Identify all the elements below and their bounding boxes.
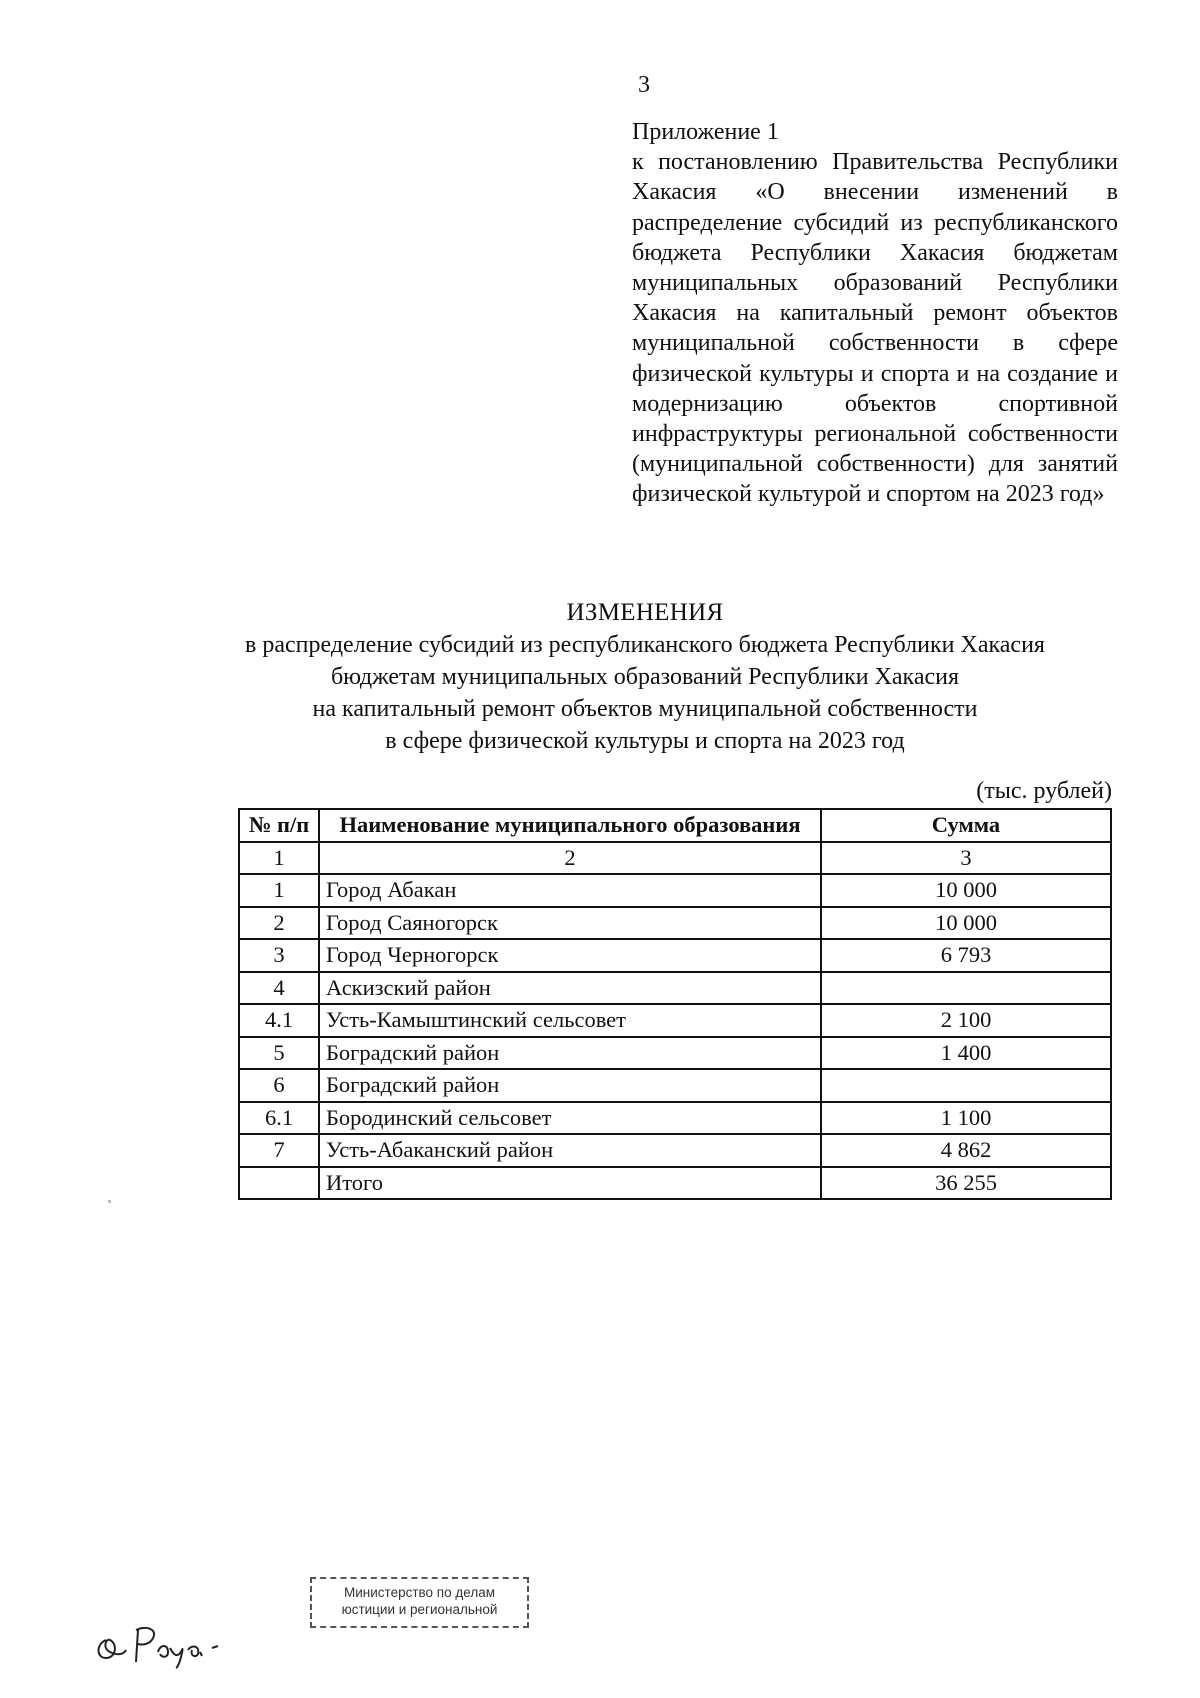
row-municipality: Боградский район: [319, 1069, 821, 1102]
document-heading: ИЗМЕНЕНИЯ: [566, 599, 724, 626]
handwritten-signature: [88, 1600, 248, 1670]
subtitle-line-3: на капитальный ремонт объектов муниципальной собственности: [312, 696, 978, 722]
units-note: (тыс. рублей): [976, 778, 1112, 804]
appendix-text: к постановлению Правительства Республики Хакасия «О внесении изменений в распределение субсидий из республиканского бюджета Республики Хакасия бюджетам муниципальных образований Республики Хакасия на капитальный ремонт объектов муниципальной собственности в сфере физической культуры и спорта и на создание и модернизацию объектов спортивной инфраструктуры региональной собственности (муниципальной собственности) для занятий физической культурой и спортом на 2023 год»: [632, 149, 1118, 508]
row-municipality: Усть-Абаканский район: [319, 1134, 821, 1167]
row-municipality: Город Саяногорск: [319, 907, 821, 940]
table-header-row: [239, 809, 1111, 842]
row-number: [239, 1167, 319, 1200]
row-sum: 2 100: [821, 1004, 1111, 1037]
page-number: 3: [638, 72, 650, 98]
ministry-stamp: [310, 1577, 529, 1628]
row-municipality: Бородинский сельсовет: [319, 1102, 821, 1135]
table-row: [239, 972, 1111, 1005]
scan-artifact: [108, 1200, 111, 1203]
column-index: 3: [821, 842, 1111, 875]
row-number: 4: [239, 972, 319, 1005]
row-number: 2: [239, 907, 319, 940]
row-number: 4.1: [239, 1004, 319, 1037]
table-row: [239, 1134, 1111, 1167]
appendix-label: Приложение 1: [632, 119, 779, 145]
table-row: [239, 1069, 1111, 1102]
total-row: [239, 1167, 1111, 1200]
column-index: 2: [319, 842, 821, 875]
table-row: [239, 874, 1111, 907]
total-sum: 36 255: [821, 1167, 1111, 1200]
table-row: [239, 939, 1111, 972]
row-municipality: Аскизский район: [319, 972, 821, 1005]
row-number: 7: [239, 1134, 319, 1167]
row-sum: 1 100: [821, 1102, 1111, 1135]
row-number: 1: [239, 874, 319, 907]
row-number: 3: [239, 939, 319, 972]
subtitle-line-1: в распределение субсидий из республиканского бюджета Республики Хакасия: [245, 632, 1045, 658]
subsidy-table: [238, 808, 1112, 1200]
row-sum: 4 862: [821, 1134, 1111, 1167]
row-sum: [821, 972, 1111, 1005]
row-municipality: Усть-Камыштинский сельсовет: [319, 1004, 821, 1037]
table-row: [239, 1037, 1111, 1070]
row-sum: 6 793: [821, 939, 1111, 972]
table-row: [239, 1004, 1111, 1037]
row-municipality: Город Абакан: [319, 874, 821, 907]
stamp-line-1: Министерство по делам: [344, 1585, 495, 1600]
row-sum: [821, 1069, 1111, 1102]
row-sum: 10 000: [821, 907, 1111, 940]
stamp-line-2: юстиции и региональной: [341, 1602, 498, 1617]
appendix-block: [632, 117, 1118, 510]
table-row: [239, 1102, 1111, 1135]
row-sum: 10 000: [821, 874, 1111, 907]
row-sum: 1 400: [821, 1037, 1111, 1070]
row-number: 6: [239, 1069, 319, 1102]
row-municipality: Город Черногорск: [319, 939, 821, 972]
document-title-block: [100, 597, 1190, 757]
subtitle-line-4: в сфере физической культуры и спорта на 2023 год: [385, 728, 905, 754]
total-label: Итого: [319, 1167, 821, 1200]
column-index-row: [239, 842, 1111, 875]
row-number: 5: [239, 1037, 319, 1070]
row-number: 6.1: [239, 1102, 319, 1135]
subtitle-line-2: бюджетам муниципальных образований Республики Хакасия: [330, 664, 960, 690]
column-index: 1: [239, 842, 319, 875]
header-number: № п/п: [239, 809, 319, 842]
row-municipality: Боградский район: [319, 1037, 821, 1070]
header-sum: Сумма: [821, 809, 1111, 842]
table-row: [239, 907, 1111, 940]
header-municipality: Наименование муниципального образования: [319, 809, 821, 842]
